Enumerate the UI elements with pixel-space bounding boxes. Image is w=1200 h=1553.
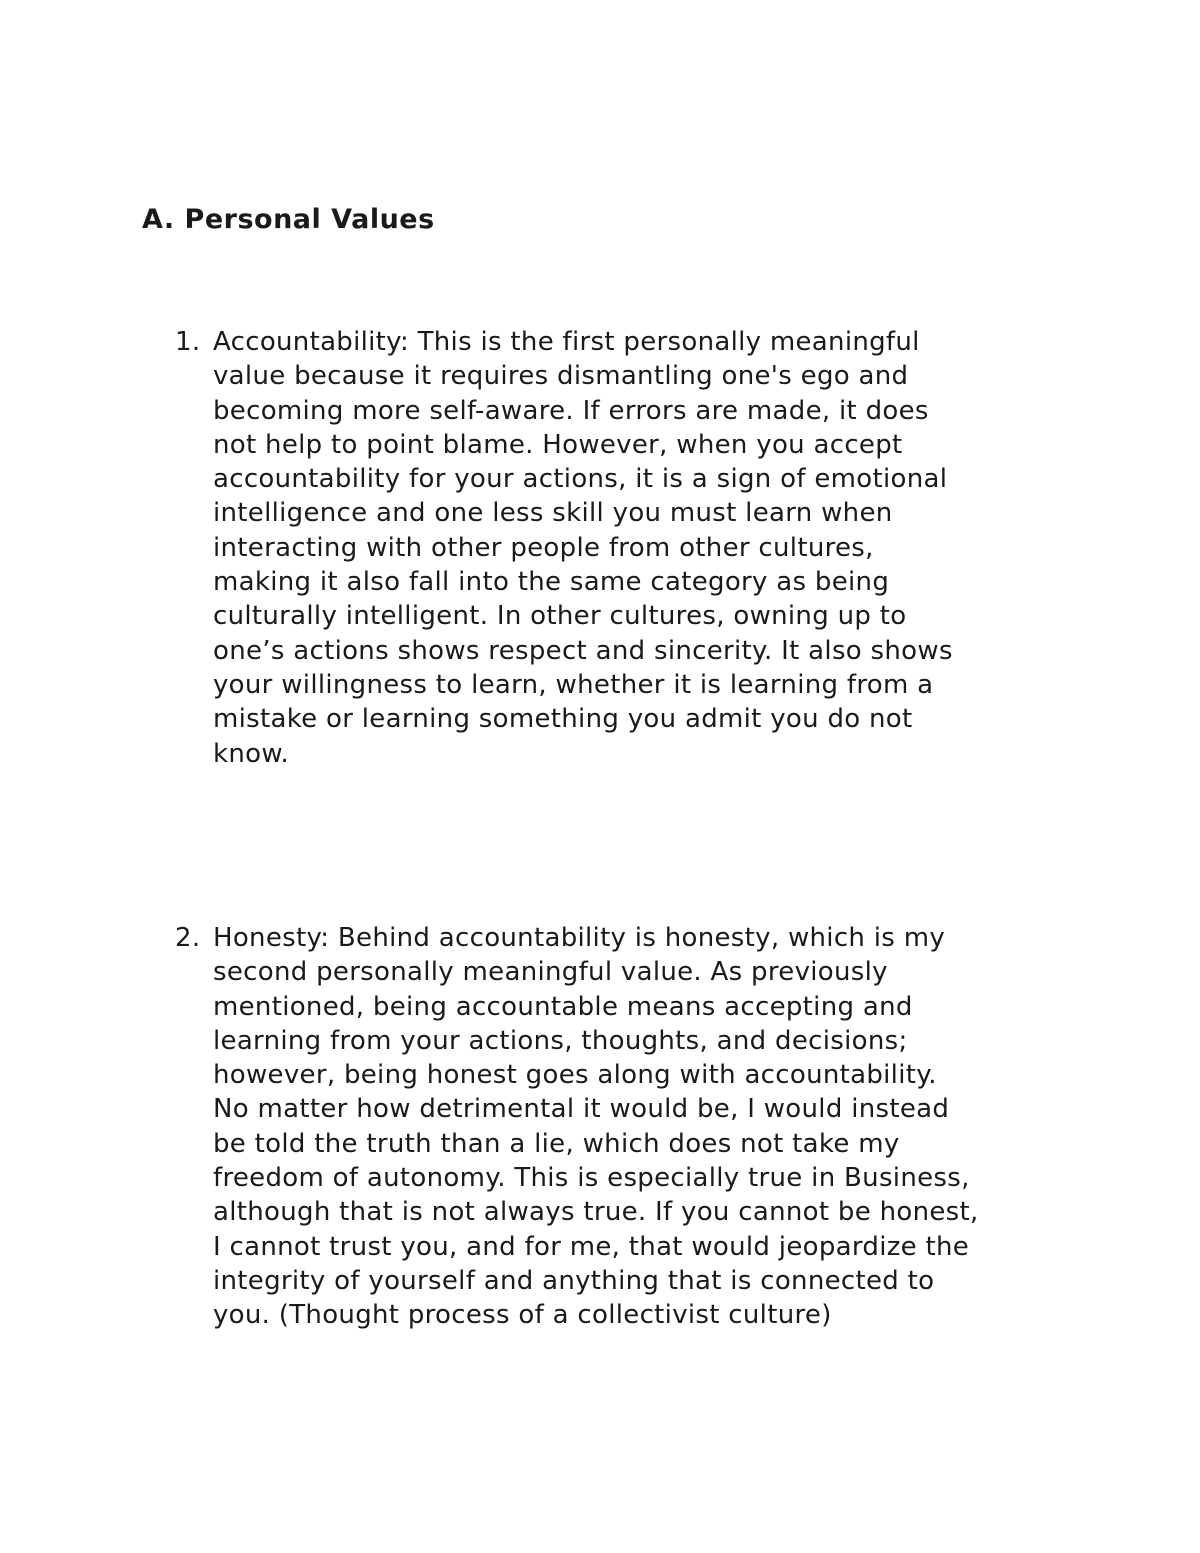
list-item-honesty: [175, 921, 1075, 1333]
list-item-number: 2.: [175, 923, 201, 953]
list-item-text: Accountability: This is the first personally meaningful value because it requires dismantling one's ego and becoming more self-aware. If errors are made, it does not help to point blame. However, when you accept accountability for your actions, it is a sign of emotional intelligence and one less skill you must learn when interacting with other people from other cultures, making it also fall into the same category as being culturally intelligent. In other cultures, owning up to one’s actions shows respect and sincerity. It also shows your willingness to learn, whether it is learning from a mistake or learning something you admit you do not know.: [213, 327, 953, 769]
list-item-accountability: [175, 325, 1075, 771]
list-item-text: Honesty: Behind accountability is honesty, which is my second personally meaningful value. As previously mentioned, being accountable means accepting and learning from your actions, thoughts, and decisions; however, being honest goes along with accountability. No matter how detrimental it would be, I would instead be told the truth than a lie, which does not take my freedom of autonomy. This is especially true in Business, although that is not always true. If you cannot be honest, I cannot trust you, and for me, that would jeopardize the integrity of yourself and anything that is connected to you. (Thought process of a collectivist culture): [213, 923, 979, 1331]
page-title: A. Personal Values: [142, 204, 435, 235]
list-item-number: 1.: [175, 327, 201, 357]
